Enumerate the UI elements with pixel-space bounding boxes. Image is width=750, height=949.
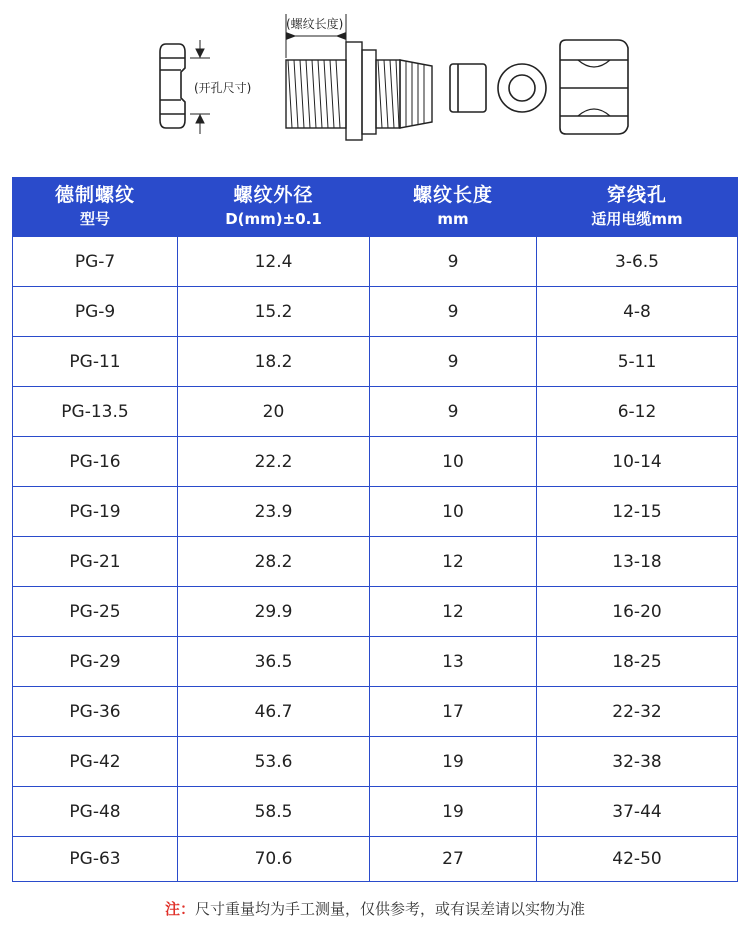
cap-nut-drawing: [560, 40, 628, 134]
seal-insert-drawing: [450, 64, 486, 112]
header-thread-diameter: [178, 178, 370, 237]
table-header-row: [13, 178, 738, 237]
cell-thread-length: 27: [370, 837, 537, 882]
cell-thread-diameter: 12.4: [178, 237, 370, 287]
footnote: [0, 898, 750, 919]
cell-cable-range: 13-18: [537, 537, 738, 587]
cell-cable-range: 32-38: [537, 737, 738, 787]
gland-body-drawing: [286, 42, 432, 140]
cell-thread-diameter: 23.9: [178, 487, 370, 537]
cell-thread-diameter: 29.9: [178, 587, 370, 637]
cell-thread-length: 9: [370, 337, 537, 387]
cell-thread-length: 10: [370, 487, 537, 537]
cell-thread-diameter: 46.7: [178, 687, 370, 737]
footnote-text: 尺寸重量均为手工测量，仅供参考，或有误差请以实物为准: [195, 900, 586, 918]
cell-model: PG-42: [13, 737, 178, 787]
table-row: [13, 287, 738, 337]
cell-model: PG-21: [13, 537, 178, 587]
cell-cable-range: 3-6.5: [537, 237, 738, 287]
lock-nut-side-drawing: [160, 44, 185, 128]
cell-thread-diameter: 36.5: [178, 637, 370, 687]
header-subtitle: mm: [437, 210, 469, 228]
cell-thread-diameter: 58.5: [178, 787, 370, 837]
cell-model: PG-9: [13, 287, 178, 337]
cell-model: PG-13.5: [13, 387, 178, 437]
table-row: [13, 437, 738, 487]
cell-thread-length: 10: [370, 437, 537, 487]
cell-thread-length: 9: [370, 387, 537, 437]
header-thread-length: [370, 178, 537, 237]
cell-cable-range: 22-32: [537, 687, 738, 737]
thread-length-label: (螺纹长度): [286, 17, 344, 31]
cell-thread-length: 9: [370, 237, 537, 287]
header-title: 螺纹外径: [233, 184, 314, 206]
cell-thread-length: 9: [370, 287, 537, 337]
cell-model: PG-11: [13, 337, 178, 387]
cell-cable-range: 5-11: [537, 337, 738, 387]
cell-thread-diameter: 53.6: [178, 737, 370, 787]
header-title: 德制螺纹: [54, 184, 135, 206]
cell-model: PG-48: [13, 787, 178, 837]
cell-model: PG-36: [13, 687, 178, 737]
spec-table: [12, 177, 738, 882]
cell-thread-diameter: 22.2: [178, 437, 370, 487]
header-subtitle: D(mm)±0.1: [225, 210, 322, 228]
cell-model: PG-25: [13, 587, 178, 637]
table-row: [13, 737, 738, 787]
table-row: [13, 587, 738, 637]
header-cable-range: [537, 178, 738, 237]
cell-thread-diameter: 70.6: [178, 837, 370, 882]
header-title: 螺纹长度: [412, 184, 493, 206]
cell-cable-range: 18-25: [537, 637, 738, 687]
header-subtitle: 适用电缆mm: [591, 210, 683, 228]
table-body: [13, 237, 738, 882]
header-thread-type: [13, 178, 178, 237]
cell-cable-range: 4-8: [537, 287, 738, 337]
header-title: 穿线孔: [606, 184, 667, 206]
table-row: [13, 337, 738, 387]
cell-cable-range: 6-12: [537, 387, 738, 437]
cell-model: PG-29: [13, 637, 178, 687]
cell-thread-length: 13: [370, 637, 537, 687]
table-row: [13, 637, 738, 687]
cell-model: PG-63: [13, 837, 178, 882]
hole-size-label: (开孔尺寸): [194, 81, 252, 95]
cell-cable-range: 42-50: [537, 837, 738, 882]
table-row: [13, 787, 738, 837]
cell-model: PG-7: [13, 237, 178, 287]
cell-thread-length: 17: [370, 687, 537, 737]
table-row: [13, 387, 738, 437]
cell-thread-diameter: 15.2: [178, 287, 370, 337]
table-row: [13, 537, 738, 587]
cell-model: PG-19: [13, 487, 178, 537]
cell-cable-range: 16-20: [537, 587, 738, 637]
cell-cable-range: 37-44: [537, 787, 738, 837]
cell-cable-range: 12-15: [537, 487, 738, 537]
cell-thread-length: 19: [370, 787, 537, 837]
cell-thread-diameter: 28.2: [178, 537, 370, 587]
table-row: [13, 237, 738, 287]
cell-model: PG-16: [13, 437, 178, 487]
cell-thread-length: 19: [370, 737, 537, 787]
cable-gland-diagram: [0, 0, 750, 175]
cell-thread-length: 12: [370, 587, 537, 637]
header-subtitle: 型号: [79, 210, 110, 228]
table-row: [13, 687, 738, 737]
table-row: [13, 837, 738, 882]
cell-thread-length: 12: [370, 537, 537, 587]
footnote-label: 注：: [164, 900, 195, 918]
cell-thread-diameter: 18.2: [178, 337, 370, 387]
cell-cable-range: 10-14: [537, 437, 738, 487]
cell-thread-diameter: 20: [178, 387, 370, 437]
washer-ring-drawing: [498, 64, 546, 112]
table-row: [13, 487, 738, 537]
